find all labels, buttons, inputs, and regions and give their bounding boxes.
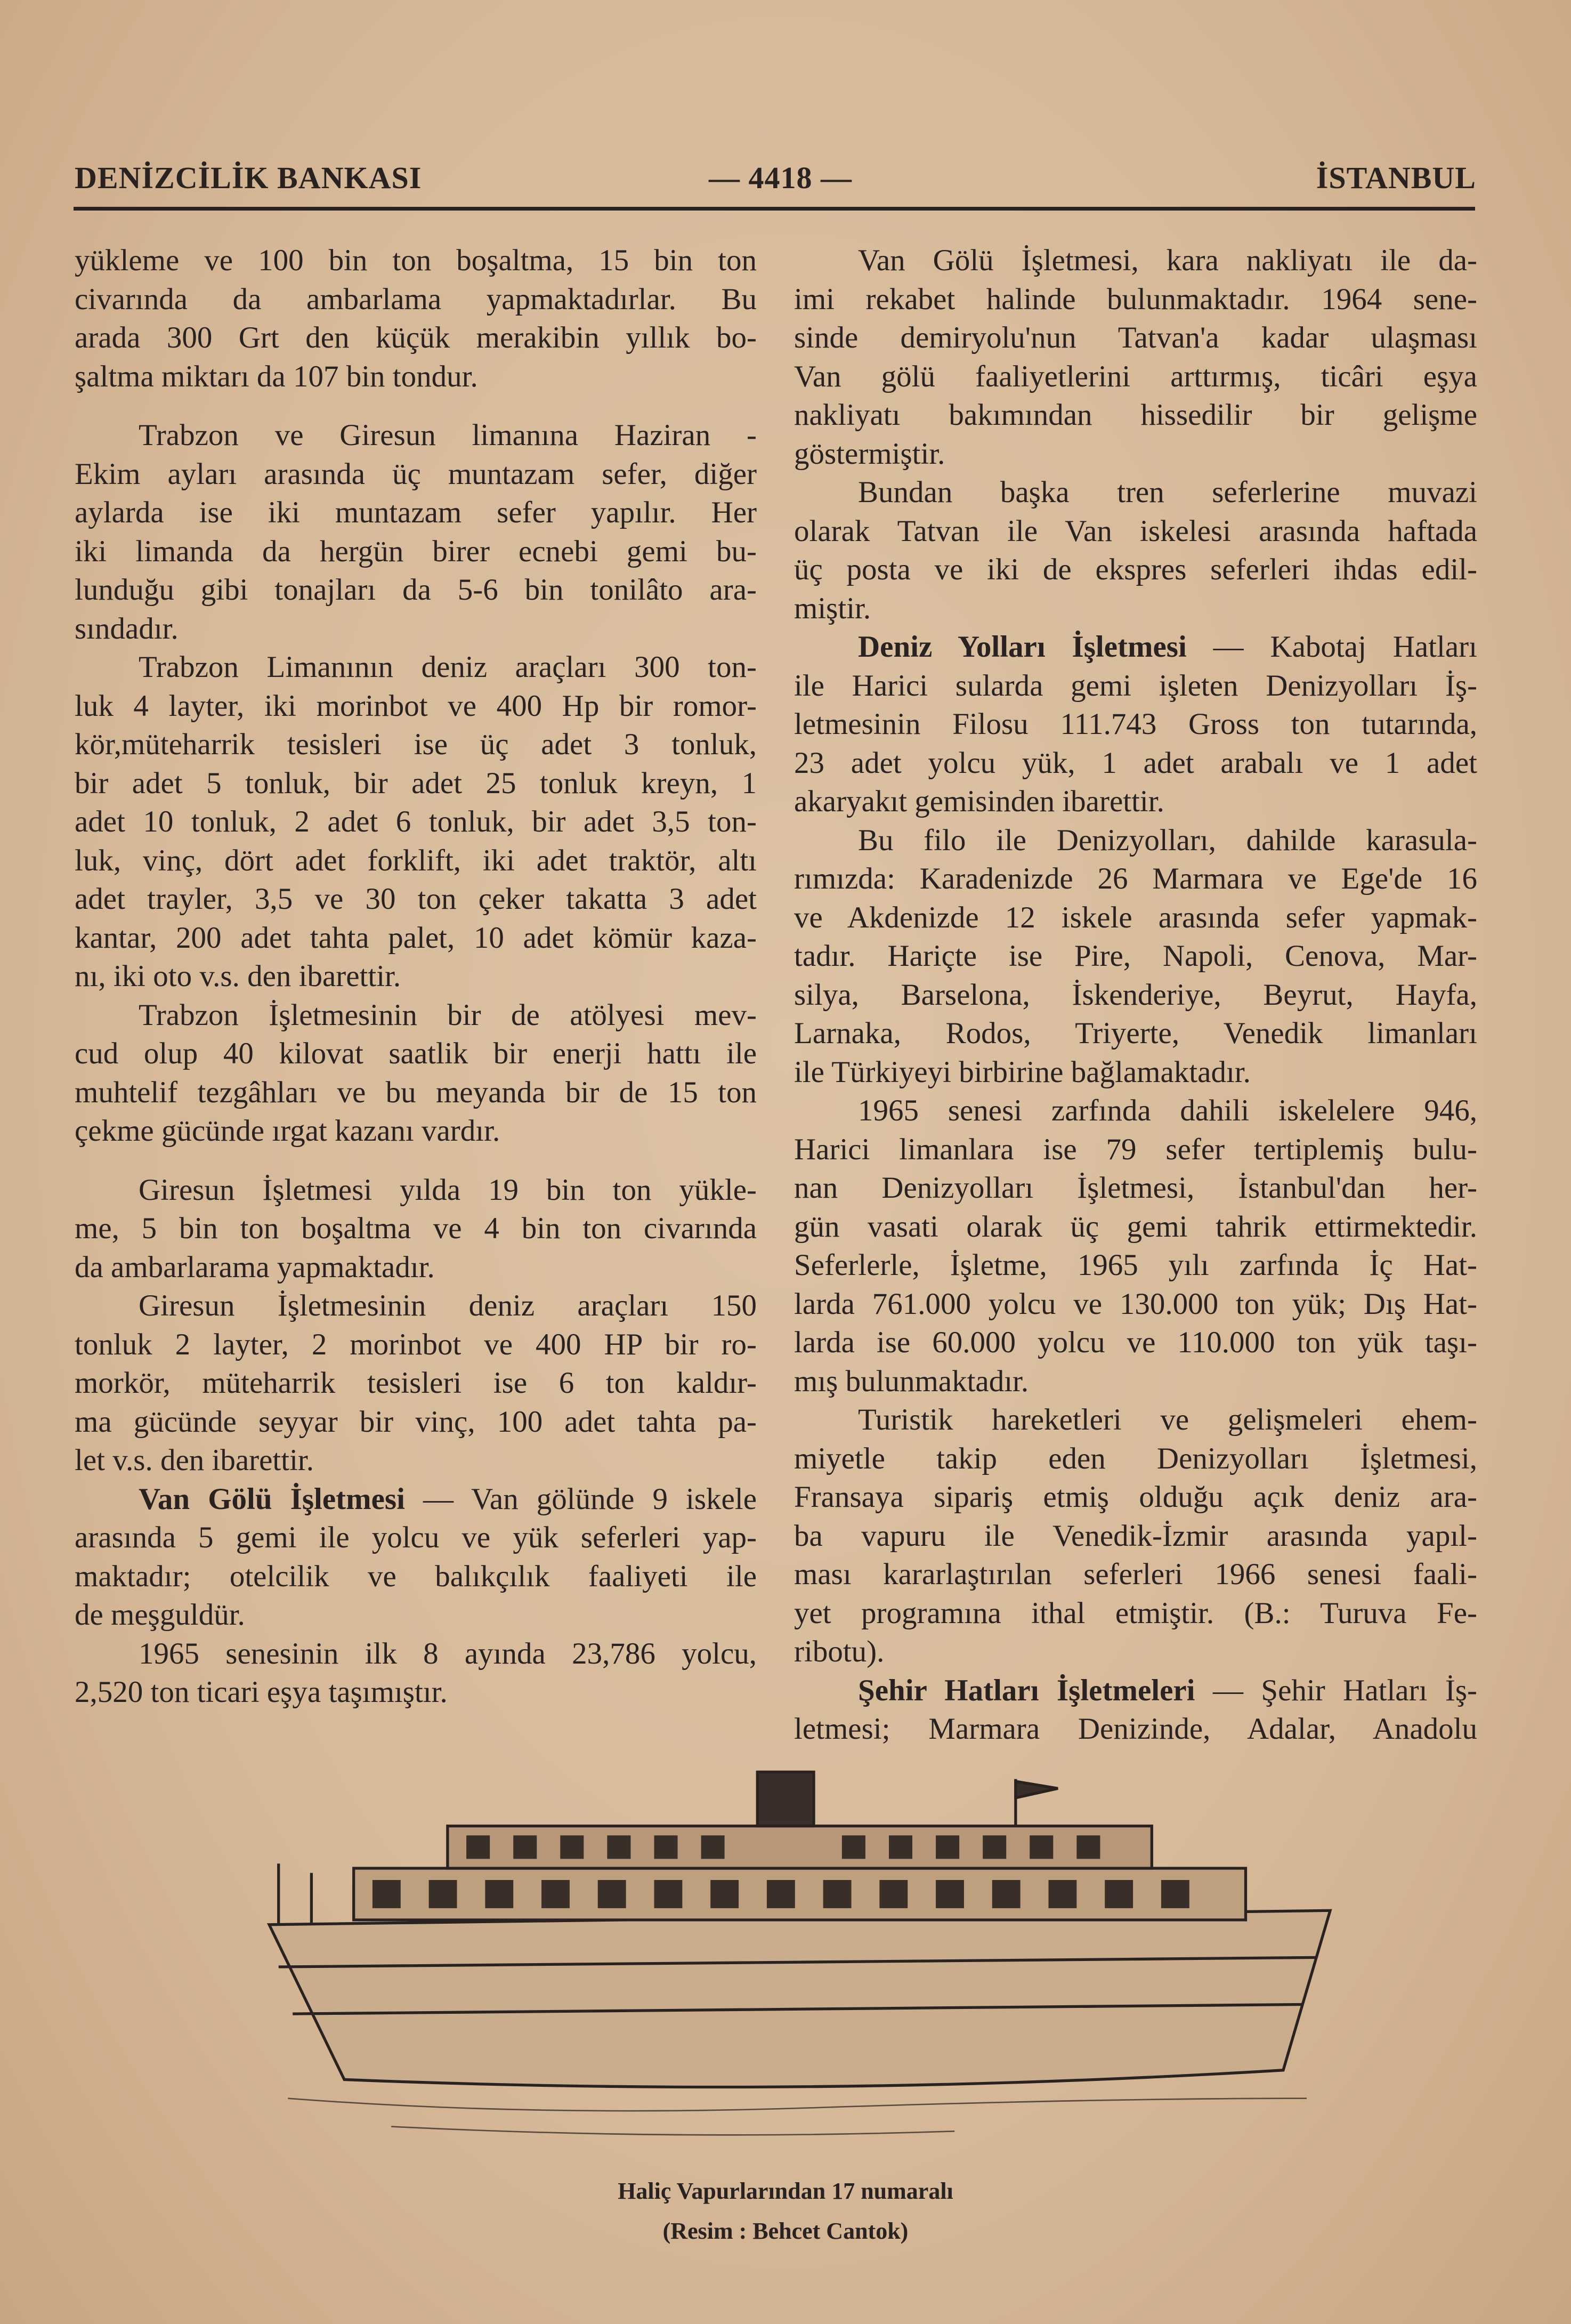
text-line	[75, 687, 757, 726]
line-text: 1965 senesinin ilk 8 ayında 23,786 yolcu,	[139, 1636, 757, 1671]
paragraph	[75, 1480, 757, 1635]
line-text: nan Denizyolları İşletmesi, İstanbul'dan her-	[794, 1171, 1477, 1205]
text-line	[75, 842, 757, 881]
text-line	[75, 241, 757, 280]
line-text: yükleme ve 100 bin ton boşaltma, 15 bin ton	[75, 244, 757, 277]
line-text: — Şehir Hatları İş-	[1195, 1673, 1477, 1707]
text-line	[794, 782, 1477, 821]
section-heading: Deniz Yolları İşletmesi	[858, 630, 1187, 664]
text-line	[794, 396, 1477, 435]
text-line	[794, 628, 1477, 667]
text-line	[75, 1519, 757, 1558]
text-line	[794, 976, 1477, 1015]
text-line	[75, 725, 757, 764]
text-line	[794, 860, 1477, 899]
line-text: let v.s. den ibarettir.	[75, 1443, 314, 1477]
text-line	[75, 880, 757, 919]
line-text: olarak Tatvan ile Van iskelesi arasında haftada	[794, 514, 1477, 548]
line-text: Harici limanlara ise 79 sefer tertiplemiş bulu-	[794, 1132, 1477, 1166]
line-text: Larnaka, Rodos, Triyerte, Venedik limanları	[794, 1016, 1477, 1050]
text-line	[75, 803, 757, 842]
text-line	[794, 280, 1477, 319]
page-number: — 4418 —	[709, 160, 852, 195]
line-text: larda 761.000 yolcu ve 130.000 ton yük; Dış Hat-	[794, 1287, 1477, 1321]
line-text: Seferlerle, İşletme, 1965 yılı zarfında İç Hat-	[794, 1248, 1477, 1282]
text-line	[794, 1478, 1477, 1517]
text-line	[75, 1326, 757, 1365]
text-line	[75, 1248, 757, 1287]
text-line	[75, 1673, 757, 1712]
text-line	[794, 435, 1477, 474]
header-rule	[74, 207, 1475, 211]
text-line	[75, 1074, 757, 1112]
line-text: Giresun İşletmesinin deniz araçları 150	[139, 1289, 757, 1322]
text-line	[75, 1635, 757, 1674]
text-line	[75, 1480, 757, 1519]
line-text: kantar, 200 adet tahta palet, 10 adet kömür kaza-	[75, 921, 757, 955]
line-text: Giresun İşletmesi yılda 19 bin ton yükle-	[139, 1173, 757, 1207]
text-line	[794, 1324, 1477, 1362]
text-line	[75, 571, 757, 610]
line-text: me, 5 bin ton boşaltma ve 4 bin ton civarında	[75, 1212, 757, 1245]
line-text: iki limanda da hergün birer ecnebi gemi bu-	[75, 534, 757, 568]
text-line	[75, 494, 757, 532]
line-text: göstermiştir.	[794, 437, 945, 471]
paragraph	[794, 241, 1477, 473]
text-line	[794, 1672, 1477, 1710]
paragraph	[794, 628, 1477, 821]
line-text: sinde demiryolu'nun Tatvan'a kadar ulaşması	[794, 321, 1477, 354]
text-line	[794, 1092, 1477, 1131]
line-text: 2,520 ton ticari eşya taşımıştır.	[75, 1675, 448, 1709]
line-text: miyetle takip eden Denizyolları İşletmesi,	[794, 1441, 1477, 1475]
line-text: civarında da ambarlama yapmaktadırlar. Bu	[75, 282, 757, 316]
section-heading: Van Gölü İşletmesi	[139, 1482, 405, 1516]
line-text: yet programına ithal etmiştir. (B.: Turuva Fe-	[794, 1596, 1477, 1630]
line-text: çekme gücünde ırgat kazanı vardır.	[75, 1114, 500, 1148]
line-text: adet 10 tonluk, 2 adet 6 tonluk, bir adet 3,5 ton-	[75, 805, 757, 838]
text-line	[794, 1053, 1477, 1092]
line-text: kör,müteharrik tesisleri ise üç adet 3 tonluk,	[75, 728, 757, 761]
line-text: Van Gölü İşletmesi, kara nakliyatı ile da-	[858, 244, 1477, 277]
paragraph	[75, 996, 757, 1151]
line-text: Bundan başka tren seferlerine muvazi	[858, 475, 1477, 509]
line-text: ba vapuru ile Venedik-İzmir arasında yapıl-	[794, 1519, 1477, 1553]
line-text: aylarda ise iki muntazam sefer yapılır. Her	[75, 496, 757, 529]
text-line	[75, 416, 757, 455]
line-text: ma gücünde seyyar bir vinç, 100 adet tahta pa-	[75, 1405, 757, 1439]
line-text: de meşguldür.	[75, 1598, 245, 1632]
line-text: üç posta ve iki de ekspres seferleri ihdas edil-	[794, 553, 1477, 586]
text-line	[794, 1401, 1477, 1440]
text-line	[794, 1633, 1477, 1672]
paragraph	[794, 473, 1477, 628]
paragraph	[794, 1672, 1477, 1749]
line-text: da ambarlarama yapmaktadır.	[75, 1250, 435, 1284]
line-text: ması kararlaştırılan seferleri 1966 senesi faali-	[794, 1558, 1477, 1591]
text-line	[794, 358, 1477, 397]
text-line	[75, 358, 757, 397]
text-line	[794, 1517, 1477, 1556]
line-text: ve Akdenizde 12 iskele arasında sefer yapmak-	[794, 900, 1477, 934]
line-text: arada 300 Grt den küçük merakibin yıllık bo-	[75, 321, 757, 354]
text-line	[794, 899, 1477, 938]
text-line	[75, 1558, 757, 1596]
line-text: Van gölü faaliyetlerini arttırmış, ticâri eşya	[794, 359, 1477, 393]
figure-credit: (Resim : Behcet Cantok)	[662, 2218, 909, 2244]
paragraph	[75, 416, 757, 648]
text-line	[794, 590, 1477, 628]
text-line	[75, 532, 757, 571]
running-header-right: İSTANBUL	[1316, 160, 1476, 195]
line-text: rımızda: Karadenizde 26 Marmara ve Ege'de 16	[794, 862, 1477, 895]
text-line	[794, 1285, 1477, 1324]
text-line	[75, 1403, 757, 1442]
text-line	[794, 319, 1477, 358]
line-text: silya, Barselona, İskenderiye, Beyrut, Hayfa,	[794, 978, 1477, 1012]
text-line	[794, 473, 1477, 512]
line-text: Ekim ayları arasında üç muntazam sefer, diğer	[75, 457, 757, 491]
line-text: nı, iki oto v.s. den ibarettir.	[75, 959, 401, 993]
paragraph	[794, 821, 1477, 1092]
paragraph	[75, 648, 757, 996]
paragraph	[75, 1635, 757, 1712]
line-text: Trabzon Limanının deniz araçları 300 ton-	[139, 650, 757, 684]
text-line	[75, 648, 757, 687]
paragraph	[794, 1401, 1477, 1672]
line-text: maktadır; otelcilik ve balıkçılık faaliyeti ile	[75, 1559, 757, 1593]
text-line	[794, 1131, 1477, 1169]
section-heading: Şehir Hatları İşletmeleri	[858, 1673, 1195, 1707]
line-text: lunduğu gibi tonajları da 5-6 bin tonilâto ara-	[75, 573, 757, 607]
text-line	[75, 1364, 757, 1403]
text-line	[794, 1362, 1477, 1401]
line-text: ile Harici sularda gemi işleten Denizyolları İş-	[794, 668, 1477, 703]
line-text: arasında 5 gemi ile yolcu ve yük seferleri yap-	[75, 1521, 757, 1554]
line-text: letmesinin Filosu 111.743 Gross ton tutarında,	[794, 707, 1477, 741]
text-line	[75, 1209, 757, 1248]
text-line	[75, 1287, 757, 1326]
paragraph	[75, 1171, 757, 1287]
figure-caption: Haliç Vapurlarından 17 numaralı	[618, 2178, 953, 2204]
paragraph	[794, 1092, 1477, 1401]
line-text: sındadır.	[75, 611, 179, 645]
line-text: adet trayler, 3,5 ve 30 ton çeker takatta 3 adet	[75, 882, 757, 916]
line-text: mış bulunmaktadır.	[794, 1364, 1029, 1398]
text-line	[794, 1594, 1477, 1633]
line-text: tadır. Hariçte ise Pire, Napoli, Cenova, Mar-	[794, 939, 1477, 973]
line-text: 23 adet yolcu yük, 1 adet arabalı ve 1 adet	[794, 746, 1477, 780]
text-line	[794, 1169, 1477, 1208]
line-text: luk 4 layter, iki morinbot ve 400 Hp bir romor-	[75, 689, 757, 723]
line-text: muhtelif tezgâhları ve bu meyanda bir de 15 ton	[75, 1075, 757, 1109]
line-text: Trabzon İşletmesinin bir de atölyesi mev-	[139, 998, 757, 1032]
text-line	[794, 1440, 1477, 1479]
text-line	[794, 937, 1477, 976]
line-text: imi rekabet halinde bulunmaktadır. 1964 sene-	[794, 282, 1477, 316]
line-text: nakliyatı bakımından hissedilir bir gelişme	[794, 398, 1477, 432]
text-line	[75, 957, 757, 996]
text-line	[794, 1208, 1477, 1247]
line-text: cud olup 40 kilovat saatlik bir enerji hattı ile	[75, 1037, 757, 1070]
line-text: Turistik hareketleri ve gelişmeleri ehem-	[858, 1403, 1477, 1437]
text-line	[794, 667, 1477, 706]
line-text: Trabzon ve Giresun limanına Haziran -	[139, 418, 757, 452]
text-line	[75, 610, 757, 649]
line-text: akaryakıt gemisinden ibarettir.	[794, 785, 1164, 818]
line-text: gün vasati olarak üç gemi tahrik ettirmektedir.	[794, 1209, 1477, 1244]
text-line	[794, 1014, 1477, 1053]
text-line	[75, 455, 757, 494]
text-line	[794, 1710, 1477, 1749]
line-text: ribotu).	[794, 1635, 885, 1668]
line-text: letmesi; Marmara Denizinde, Adalar, Anadolu	[794, 1712, 1477, 1746]
text-line	[794, 512, 1477, 551]
text-line	[794, 1555, 1477, 1594]
text-line	[794, 241, 1477, 280]
paragraph	[75, 1287, 757, 1480]
text-line	[75, 1035, 757, 1074]
line-text: ile Türkiyeyi birbirine bağlamaktadır.	[794, 1055, 1251, 1089]
line-text: Fransaya sipariş etmiş olduğu açık deniz ara-	[794, 1480, 1477, 1514]
line-text: luk, vinç, dört adet forklift, iki adet traktör, altı	[75, 843, 757, 877]
text-line	[75, 1596, 757, 1635]
running-header-left: DENİZCİLİK BANKASI	[75, 160, 422, 195]
text-line	[75, 280, 757, 319]
text-line	[794, 1246, 1477, 1285]
line-text: şaltma miktarı da 107 bin tondur.	[75, 359, 478, 393]
text-line	[75, 996, 757, 1035]
left-text-column	[75, 241, 757, 1712]
text-line	[75, 1441, 757, 1480]
line-text: tonluk 2 layter, 2 morinbot ve 400 HP bir ro-	[75, 1327, 757, 1361]
text-line	[794, 705, 1477, 744]
right-text-column	[794, 241, 1477, 1749]
text-line	[75, 919, 757, 958]
text-line	[794, 551, 1477, 590]
ferry-illustration	[176, 1770, 1428, 2164]
line-text: larda ise 60.000 yolcu ve 110.000 ton yük taşı-	[794, 1326, 1477, 1359]
line-text: morkör, müteharrik tesisleri ise 6 ton kaldır-	[75, 1366, 757, 1400]
line-text: miştir.	[794, 591, 871, 625]
line-text: bir adet 5 tonluk, bir adet 25 tonluk kreyn, 1	[75, 766, 757, 800]
text-line	[75, 319, 757, 358]
line-text: Bu filo ile Denizyolları, dahilde karasula-	[858, 823, 1477, 857]
text-line	[75, 1171, 757, 1210]
line-text: — Van gölünde 9 iskele	[404, 1482, 757, 1516]
line-text: 1965 senesi zarfında dahili iskelelere 946,	[858, 1094, 1477, 1127]
text-line	[75, 764, 757, 803]
text-line	[794, 744, 1477, 783]
text-line	[75, 1112, 757, 1151]
line-text: — Kabotaj Hatları	[1186, 630, 1477, 664]
paragraph	[75, 241, 757, 396]
text-line	[794, 821, 1477, 860]
